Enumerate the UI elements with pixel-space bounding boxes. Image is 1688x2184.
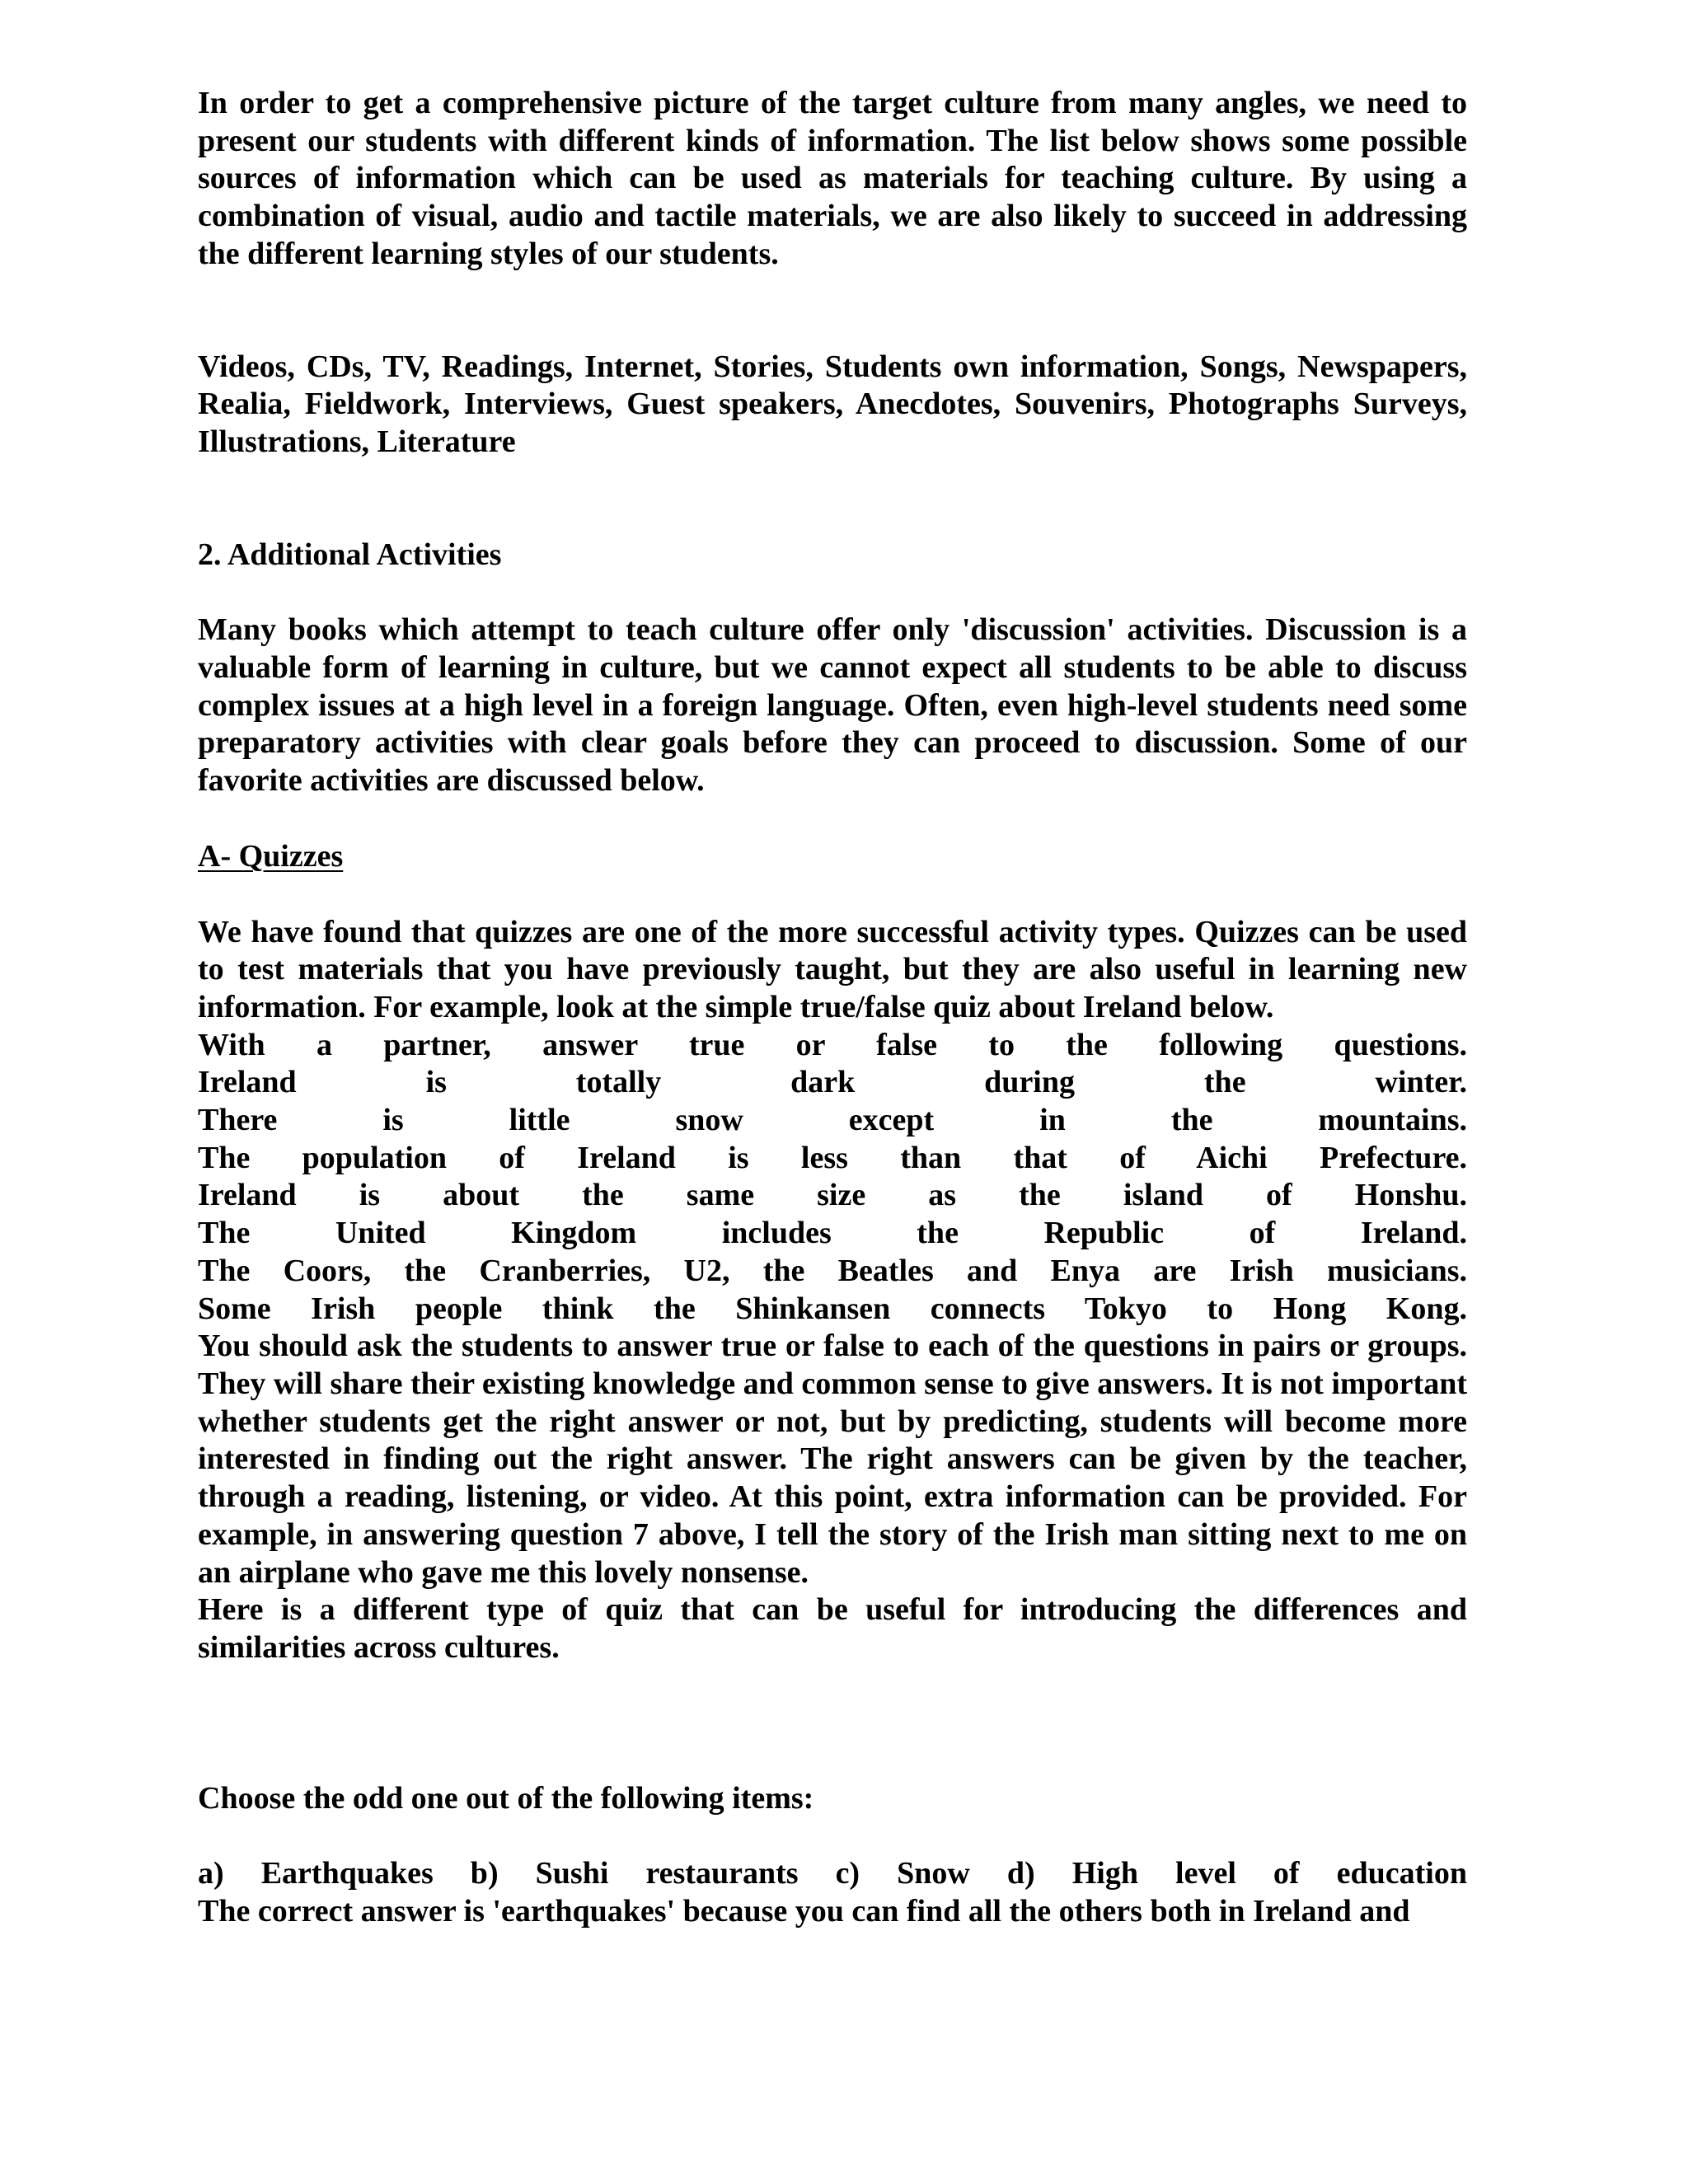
answer-line: The correct answer is 'earthquakes' because you can find all the others both in Ireland and [198,1894,1410,1929]
quiz-block [198,914,1467,1667]
quiz-line: The Coors, the Cranberries, U2, the Beatles and Enya are Irish musicians. [198,1253,1467,1288]
quiz-followup: You should ask the students to answer true or false to each of the questions in pairs or groups. They will share their existing knowledge and common sense to give answers. It is not important whether students get the right answer or not, but by predicting, students will become more interested in finding out the right answer. The right answers can be given by the teacher, through a reading, listening, or video. At this point, extra information can be provided. For example, in answering question 7 above, I tell the story of the Irish man sitting next to me on an airplane who gave me this lovely nonsense. [198,1329,1467,1590]
quiz-transition: Here is a different type of quiz that can be useful for introducing the differences and similarities across cultures. [198,1592,1467,1665]
quiz-line: The United Kingdom includes the Republic of Ireland. [198,1216,1467,1251]
odd-one-block [198,1855,1467,1930]
odd-one-prompt: Choose the odd one out of the following items: [198,1780,814,1816]
quiz-line: The population of Ireland is less than that of Aichi Prefecture. [198,1140,1467,1175]
quiz-line: Ireland is about the same size as the island of Honshu. [198,1178,1467,1213]
quiz-intro: We have found that quizzes are one of the more successful activity types. Quizzes can be used to test materials that you have previously taught, but they are also useful in learning new information. For example, look at the simple true/false quiz about Ireland below. [198,914,1467,1024]
quiz-line: Ireland is totally dark during the winter. [198,1065,1467,1100]
odd-one-options: a) Earthquakes b) Sushi restaurants c) Snow d) High level of education [198,1856,1467,1891]
sources-list: Videos, CDs, TV, Readings, Internet, Stories, Students own information, Songs, Newspapers, Realia, Fieldwork, Interviews, Guest speakers, Anecdotes, Souvenirs, Photographs Surveys, Illustrations, Literature [198,349,1467,459]
section-heading: 2. Additional Activities [198,537,502,572]
section-paragraph: Many books which attempt to teach culture offer only 'discussion' activities. Discussion is a valuable form of learning in culture, but we cannot expect all students to be able to discuss complex issues at a high level in a foreign language. Often, even high-level students need some preparatory activities with clear goals before they can proceed to discussion. Some of our favorite activities are discussed below. [198,612,1467,799]
document-body [198,85,1467,1931]
quiz-line: There is little snow except in the mountains. [198,1103,1467,1138]
quiz-line: With a partner, answer true or false to the following questions. [198,1027,1467,1062]
quiz-line: Some Irish people think the Shinkansen connects Tokyo to Hong Kong. [198,1291,1467,1326]
quizzes-subheading: A- Quizzes [198,838,344,874]
intro-paragraph: In order to get a comprehensive picture of the target culture from many angles, we need to present our students with different kinds of information. The list below shows some possible sources of information which can be used as materials for teaching culture. By using a combination of visual, audio and tactile materials, we are also likely to succeed in addressing the different learning styles of our students. [198,86,1467,271]
